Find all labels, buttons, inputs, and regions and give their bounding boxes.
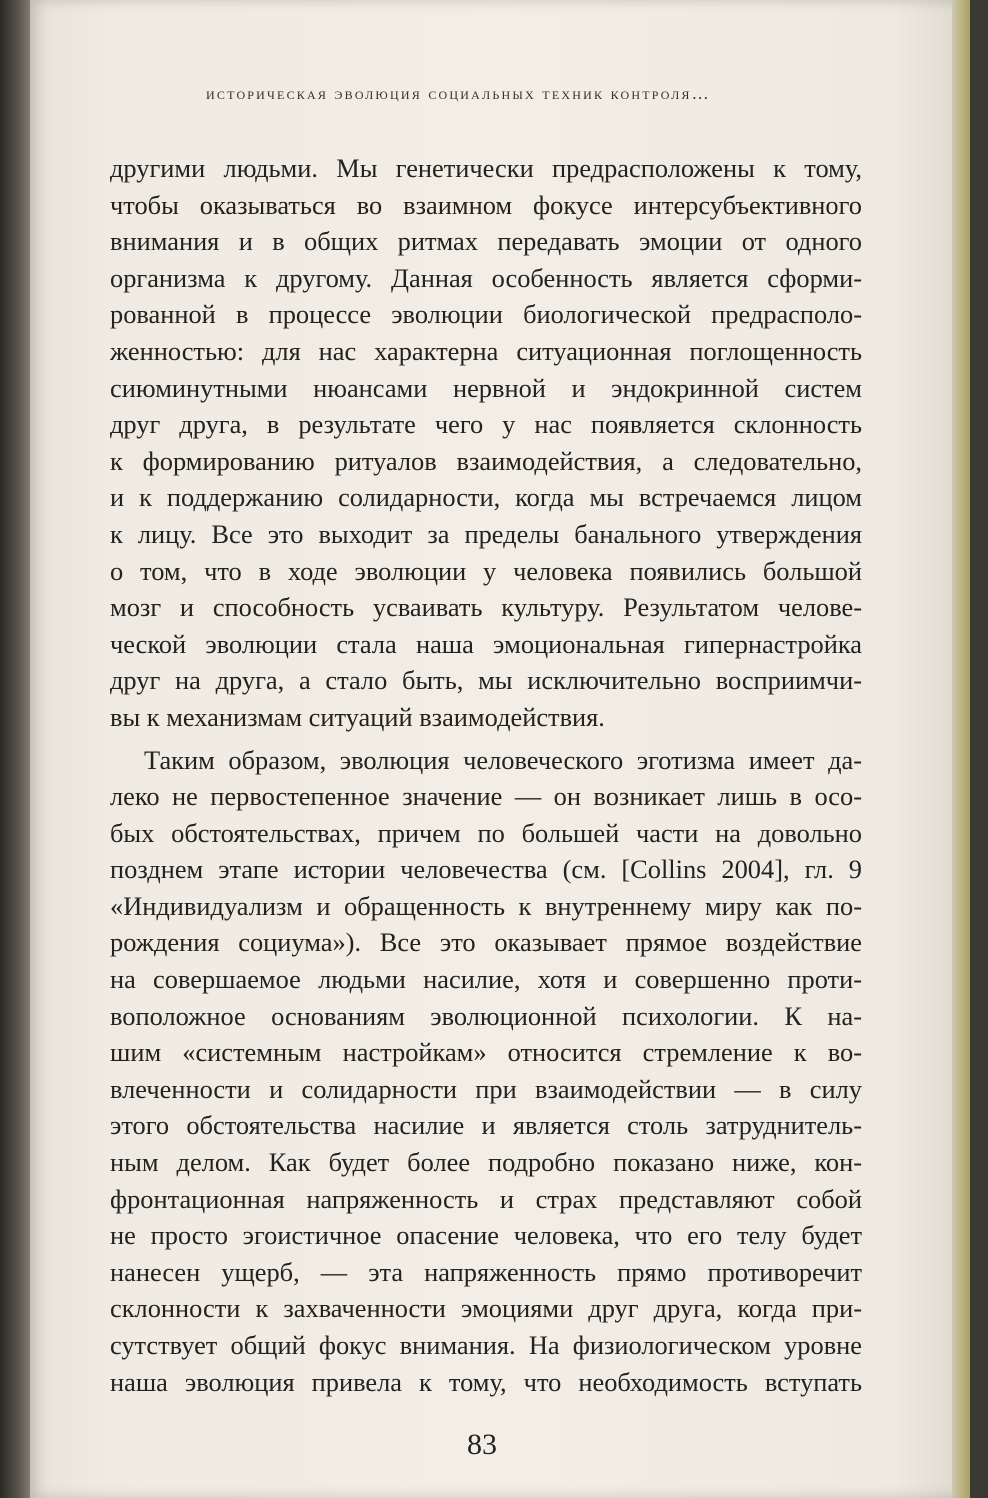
text-line: внимания и в общих ритмах передавать эмоции от одного xyxy=(110,226,862,257)
text-line: не просто эгоистичное опасение человека, что его телу будет xyxy=(110,1220,862,1251)
text-line: бых обстоятельствах, причем по большей части на довольно xyxy=(110,817,862,848)
body-text xyxy=(110,150,862,1400)
text-line: к лицу. Все это выходит за пределы банального утверждения xyxy=(110,518,862,549)
text-line: на совершаемое людьми насилие, хотя и совершенно проти- xyxy=(110,964,862,995)
text-line: мозг и способность усваивать культуру. Результатом челове- xyxy=(110,592,862,623)
text-line: рованной в процессе эволюции биологической предрасполо- xyxy=(110,299,862,330)
text-line: женностью: для нас характерна ситуационная поглощенность xyxy=(110,335,862,366)
text-line: Таким образом, эволюция человеческого эготизма имеет да- xyxy=(144,744,862,775)
text-line: склонности к захваченности эмоциями друг друга, когда при- xyxy=(110,1293,862,1324)
text-line: ным делом. Как будет более подробно показано ниже, кон- xyxy=(110,1147,862,1178)
text-line: леко не первостепенное значение — он возникает лишь в осо- xyxy=(110,781,862,812)
text-line: влеченности и солидарности при взаимодействии — в силу xyxy=(110,1073,862,1104)
running-head: историческая эволюция социальных техник контроля… xyxy=(206,84,711,103)
text-line: наша эволюция привела к тому, что необходимость вступать xyxy=(110,1366,862,1397)
text-line: ческой эволюции стала наша эмоциональная гипернастройка xyxy=(110,628,862,659)
text-line: друг друга, в результате чего у нас появляется склонность xyxy=(110,409,862,440)
paragraph-2 xyxy=(110,742,862,1401)
text-line: сутствует общий фокус внимания. На физиологическом уровне xyxy=(110,1330,862,1360)
text-line: воположное основаниям эволюционной психологии. К на- xyxy=(110,1000,862,1031)
text-line: чтобы оказываться во взаимном фокусе интерсубъективного xyxy=(110,189,862,220)
book-page xyxy=(30,0,970,1498)
text-line: шим «системным настройкам» относится стремление к во- xyxy=(110,1037,862,1068)
text-line: позднем этапе истории человечества (см. [Collins 2004], гл. 9 xyxy=(110,854,862,885)
page-number: 83 xyxy=(467,1428,497,1461)
text-line: «Индивидуализм и обращенность к внутреннему миру как по- xyxy=(110,890,862,921)
text-line: сиюминутными нюансами нервной и эндокринной систем xyxy=(110,372,862,403)
text-line: фронтационная напряженность и страх представляют собой xyxy=(110,1183,862,1214)
book-spine-shadow xyxy=(0,0,34,1498)
text-line: и к поддержанию солидарности, когда мы встречаемся лицом xyxy=(110,482,862,513)
text-line: нанесен ущерб, — эта напряженность прямо противоречит xyxy=(110,1256,862,1287)
page-edge xyxy=(952,0,970,1498)
text-line: о том, что в ходе эволюции у человека появились большой xyxy=(110,555,862,586)
text-line: вы к механизмам ситуаций взаимодействия. xyxy=(110,701,605,732)
text-line: друг на друга, а стало быть, мы исключительно восприимчи- xyxy=(110,665,862,696)
text-line: организма к другому. Данная особенность является сформи- xyxy=(110,262,862,293)
text-line: другими людьми. Мы генетически предрасположены к тому, xyxy=(110,153,862,183)
text-line: этого обстоятельства насилие и является столь затруднитель- xyxy=(110,1110,862,1141)
text-line: рождения социума»). Все это оказывает прямое воздействие xyxy=(110,927,862,958)
text-line: к формированию ритуалов взаимодействия, а следовательно, xyxy=(110,445,862,476)
paragraph-1 xyxy=(110,150,862,736)
